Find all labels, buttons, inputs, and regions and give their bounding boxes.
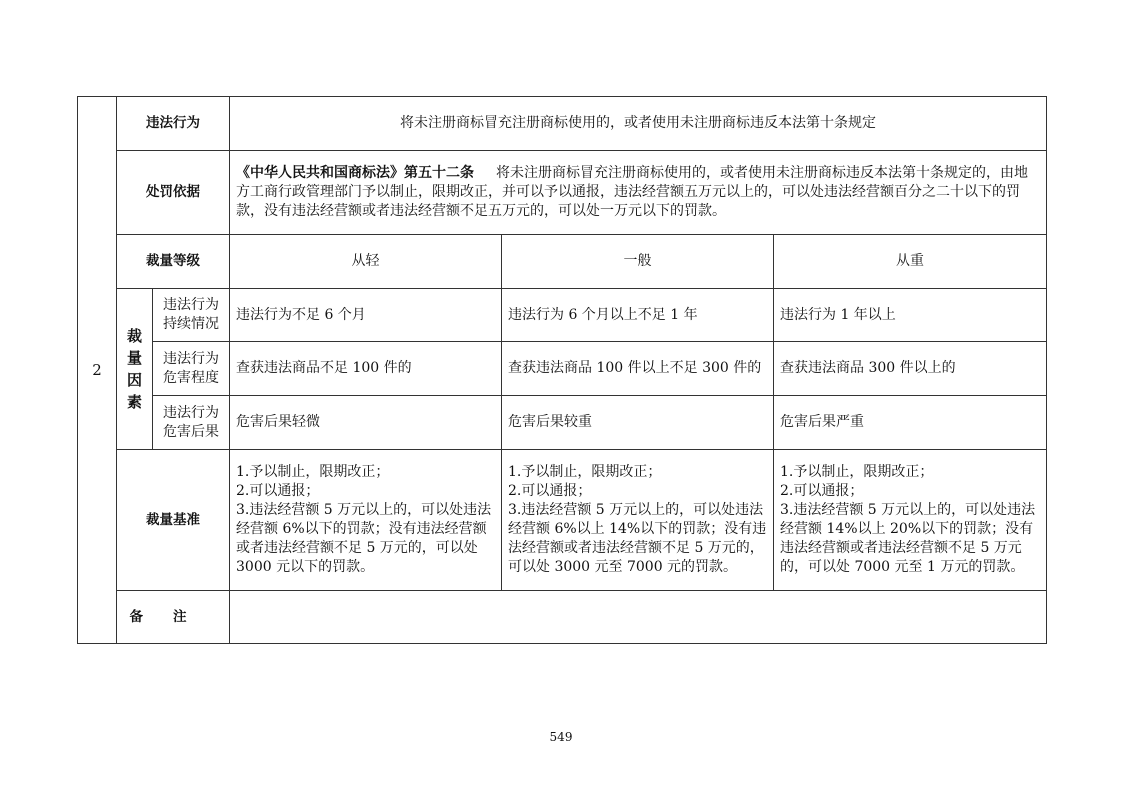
standard-line: 1.予以制止，限期改正； [236, 464, 390, 480]
illegal-act-value: 将未注册商标冒充注册商标使用的，或者使用未注册商标违反本法第十条规定 [230, 97, 1047, 151]
standard-normal [502, 450, 774, 591]
grade-heavy: 从重 [774, 235, 1047, 289]
factor-value: 违法行为不足 6 个月 [230, 289, 502, 342]
grade-row [78, 235, 1047, 289]
standard-line: 3.违法经营额 5 万元以上的，可以处违法经营额 14%以上 20%以下的罚款；没有违法经营额或者违法经营额不足 5 万元的，可以处 7000 元至 1 万元的罚款。 [780, 502, 1036, 575]
standard-line: 2.可以通报； [508, 483, 592, 499]
standard-row [78, 450, 1047, 591]
factor-label-line: 危害后果 [163, 423, 219, 440]
remark-label: 备注 [117, 591, 230, 644]
basis-label: 处罚依据 [117, 151, 230, 235]
remark-value [230, 591, 1047, 644]
factors-label [117, 289, 153, 450]
factor-value: 查获违法商品不足 100 件的 [230, 342, 502, 396]
factor-consequence-label [153, 396, 230, 450]
standard-light [230, 450, 502, 591]
grade-normal: 一般 [502, 235, 774, 289]
grade-label: 裁量等级 [117, 235, 230, 289]
factor-row [78, 289, 1047, 342]
basis-text: 将未注册商标冒充注册商标使用的，或者使用未注册商标违反本法第十条规定的，由地方工商行政管理部门予以制止，限期改正，并可以予以通报，违法经营额五万元以上的，可以处违法经营额百分之二十以下的罚款，没有违法经营额或者违法经营额不足五万元的，可以处一万元以下的罚款。 [236, 165, 1028, 219]
factors-char: 素 [126, 393, 142, 411]
factor-value: 违法行为 1 年以上 [774, 289, 1047, 342]
basis-row [78, 151, 1047, 235]
factor-degree-label [153, 342, 230, 396]
standard-heavy [774, 450, 1047, 591]
standard-label: 裁量基准 [117, 450, 230, 591]
sequence-number: 2 [78, 97, 117, 644]
basis-cell [230, 151, 1047, 235]
factor-label-line: 违法行为 [163, 404, 219, 421]
standard-line: 2.可以通报； [780, 483, 864, 499]
factor-duration-label [153, 289, 230, 342]
grade-light: 从轻 [230, 235, 502, 289]
standard-line: 1.予以制止，限期改正； [780, 464, 934, 480]
factor-value: 危害后果较重 [502, 396, 774, 450]
illegal-act-row [78, 97, 1047, 151]
factor-label-line: 违法行为 [163, 297, 219, 313]
factors-char: 因 [126, 371, 142, 389]
factors-char: 裁 [126, 327, 142, 345]
basis-law-title: 《中华人民共和国商标法》第五十二条 [236, 165, 474, 181]
factor-row [78, 396, 1047, 450]
standard-line: 1.予以制止，限期改正； [508, 464, 662, 480]
factor-label-line: 危害程度 [163, 369, 219, 386]
standard-line: 3.违法经营额 5 万元以上的，可以处违法经营额 6%以上 14%以下的罚款；没有违法经营额或者违法经营额不足 5 万元的，可以处 3000 元至 7000 元的罚款。 [508, 502, 767, 575]
factor-value: 查获违法商品 300 件以上的 [774, 342, 1047, 396]
factor-value: 查获违法商品 100 件以上不足 300 件的 [502, 342, 774, 396]
factor-label-line: 持续情况 [163, 316, 219, 332]
standard-line: 2.可以通报； [236, 483, 320, 499]
factor-row [78, 342, 1047, 396]
factor-value: 危害后果严重 [774, 396, 1047, 450]
factor-label-line: 违法行为 [163, 350, 219, 367]
remark-row [78, 591, 1047, 644]
penalty-discretion-table [77, 96, 1047, 644]
illegal-act-label: 违法行为 [117, 97, 230, 151]
page-number: 549 [549, 730, 573, 744]
factor-value: 危害后果轻微 [230, 396, 502, 450]
standard-line: 3.违法经营额 5 万元以上的，可以处违法经营额 6%以下的罚款；没有违法经营额或者违法经营额不足 5 万元的，可以处 3000 元以下的罚款。 [236, 502, 492, 575]
factors-char: 量 [126, 349, 142, 367]
factor-value: 违法行为 6 个月以上不足 1 年 [502, 289, 774, 342]
